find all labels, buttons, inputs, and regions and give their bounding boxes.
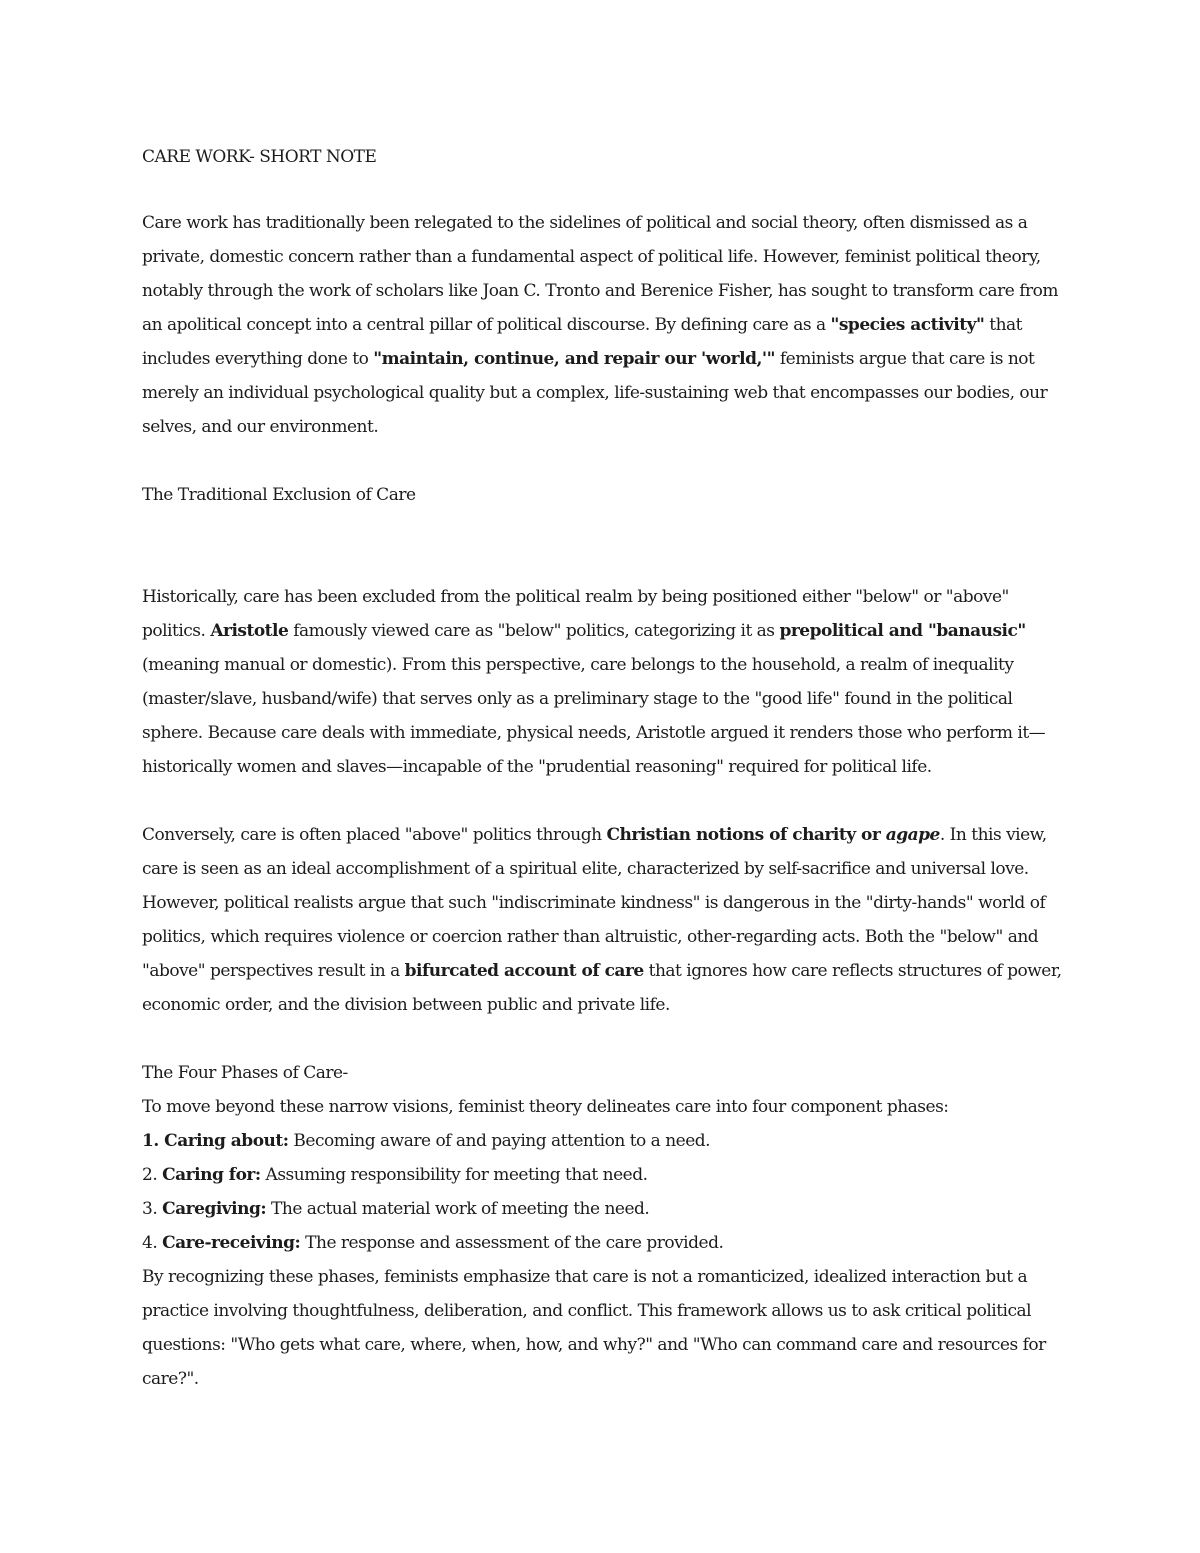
- exclusion-p1-bold-prepolitical: prepolitical and "banausic": [779, 621, 1026, 641]
- exclusion-p1-bold-aristotle: Aristotle: [210, 621, 289, 641]
- phase-number: 3.: [142, 1199, 163, 1219]
- intro-text-3: feminists argue that care is not merely an individual psychological quality but a complex, life-sustaining web that encompasses our bodies, our selves, and our environment.: [142, 349, 1048, 437]
- phase-name: Caring for:: [162, 1165, 261, 1185]
- exclusion-p1-text-1: Historically, care has been excluded from the political realm by being positioned either "below" or "above" politics.: [142, 587, 1009, 641]
- phase-name: Caregiving:: [162, 1199, 267, 1219]
- exclusion-p2-bold-italic-agape-wrapper: [886, 825, 940, 845]
- intro-text-2: that includes everything done to: [142, 315, 1023, 369]
- intro-bold-species-activity: "species activity": [830, 315, 985, 335]
- exclusion-p2-bold-italic-agape: agape: [885, 825, 940, 845]
- phase-number: 4.: [142, 1233, 163, 1253]
- phase-name: Caring about:: [164, 1131, 289, 1151]
- exclusion-p2-text-3: that ignores how care reflects structures of power, economic order, and the division between public and private life.: [142, 961, 1062, 1015]
- section-heading-traditional-exclusion: The Traditional Exclusion of Care: [142, 485, 416, 505]
- phase-description: The response and assessment of the care provided.: [300, 1233, 724, 1253]
- exclusion-paragraph-1: [142, 580, 1072, 784]
- phase-description: The actual material work of meeting the need.: [266, 1199, 650, 1219]
- section-heading-four-phases: The Four Phases of Care-: [142, 1063, 348, 1083]
- list-item: [142, 1226, 1072, 1260]
- exclusion-p1-text-3: (meaning manual or domestic). From this perspective, care belongs to the household, a realm of inequality (master/slave, husband/wife) that serves only as a preliminary stage to the "good life" found in the political sphere. Because care deals with immediate, physical needs, Aristotle argued it renders those who perform it—historically women and slaves—incapable of the "prudential reasoning" required for political life.: [142, 655, 1046, 777]
- exclusion-p2-bold-bifurcated: bifurcated account of care: [404, 961, 644, 981]
- phase-number: 2.: [142, 1165, 163, 1185]
- list-item: [142, 1158, 1072, 1192]
- intro-paragraph: [142, 206, 1072, 444]
- spacer: [142, 784, 1072, 818]
- exclusion-p2-bold-christian-charity: Christian notions of charity or: [606, 825, 886, 845]
- phase-name: Care-receiving:: [162, 1233, 301, 1253]
- spacer: [142, 444, 1072, 478]
- document-body: [142, 140, 1072, 1396]
- list-item: [142, 1192, 1072, 1226]
- document-title: CARE WORK- SHORT NOTE: [142, 147, 377, 167]
- phase-description: Becoming aware of and paying attention to a need.: [288, 1131, 711, 1151]
- intro-text-1: Care work has traditionally been relegated to the sidelines of political and social theory, often dismissed as a private, domestic concern rather than a fundamental aspect of political life. However, feminist political theory, notably through the work of scholars like Joan C. Tronto and Berenice Fisher, has sought to transform care from an apolitical concept into a central pillar of political discourse. By defining care as a: [142, 213, 1058, 335]
- phases-conclusion: By recognizing these phases, feminists emphasize that care is not a romanticized, idealized interaction but a practice involving thoughtfulness, deliberation, and conflict. This framework allows us to ask critical political questions: "Who gets what care, where, when, how, and why?" and "Who can command care and resources for care?".: [142, 1267, 1046, 1389]
- exclusion-p2-text-2: . In this view, care is seen as an ideal accomplishment of a spiritual elite, characterized by self-sacrifice and universal love. However, political realists argue that such "indiscriminate kindness" is dangerous in the "dirty-hands" world of politics, which requires violence or coercion rather than altruistic, other-regarding acts. Both the "below" and "above" perspectives result in a: [142, 825, 1047, 981]
- phase-description: Assuming responsibility for meeting that need.: [260, 1165, 648, 1185]
- spacer: [142, 1022, 1072, 1056]
- intro-bold-maintain-continue-repair: "maintain, continue, and repair our 'world,'": [373, 349, 775, 369]
- list-item: [142, 1124, 1072, 1158]
- exclusion-p2-text-1: Conversely, care is often placed "above" politics through: [142, 825, 607, 845]
- phases-intro: To move beyond these narrow visions, feminist theory delineates care into four component phases:: [142, 1097, 949, 1117]
- exclusion-p1-text-2: famously viewed care as "below" politics, categorizing it as: [288, 621, 780, 641]
- exclusion-paragraph-2: [142, 818, 1072, 1022]
- spacer: [142, 512, 1072, 580]
- phase-number: 1.: [142, 1131, 165, 1151]
